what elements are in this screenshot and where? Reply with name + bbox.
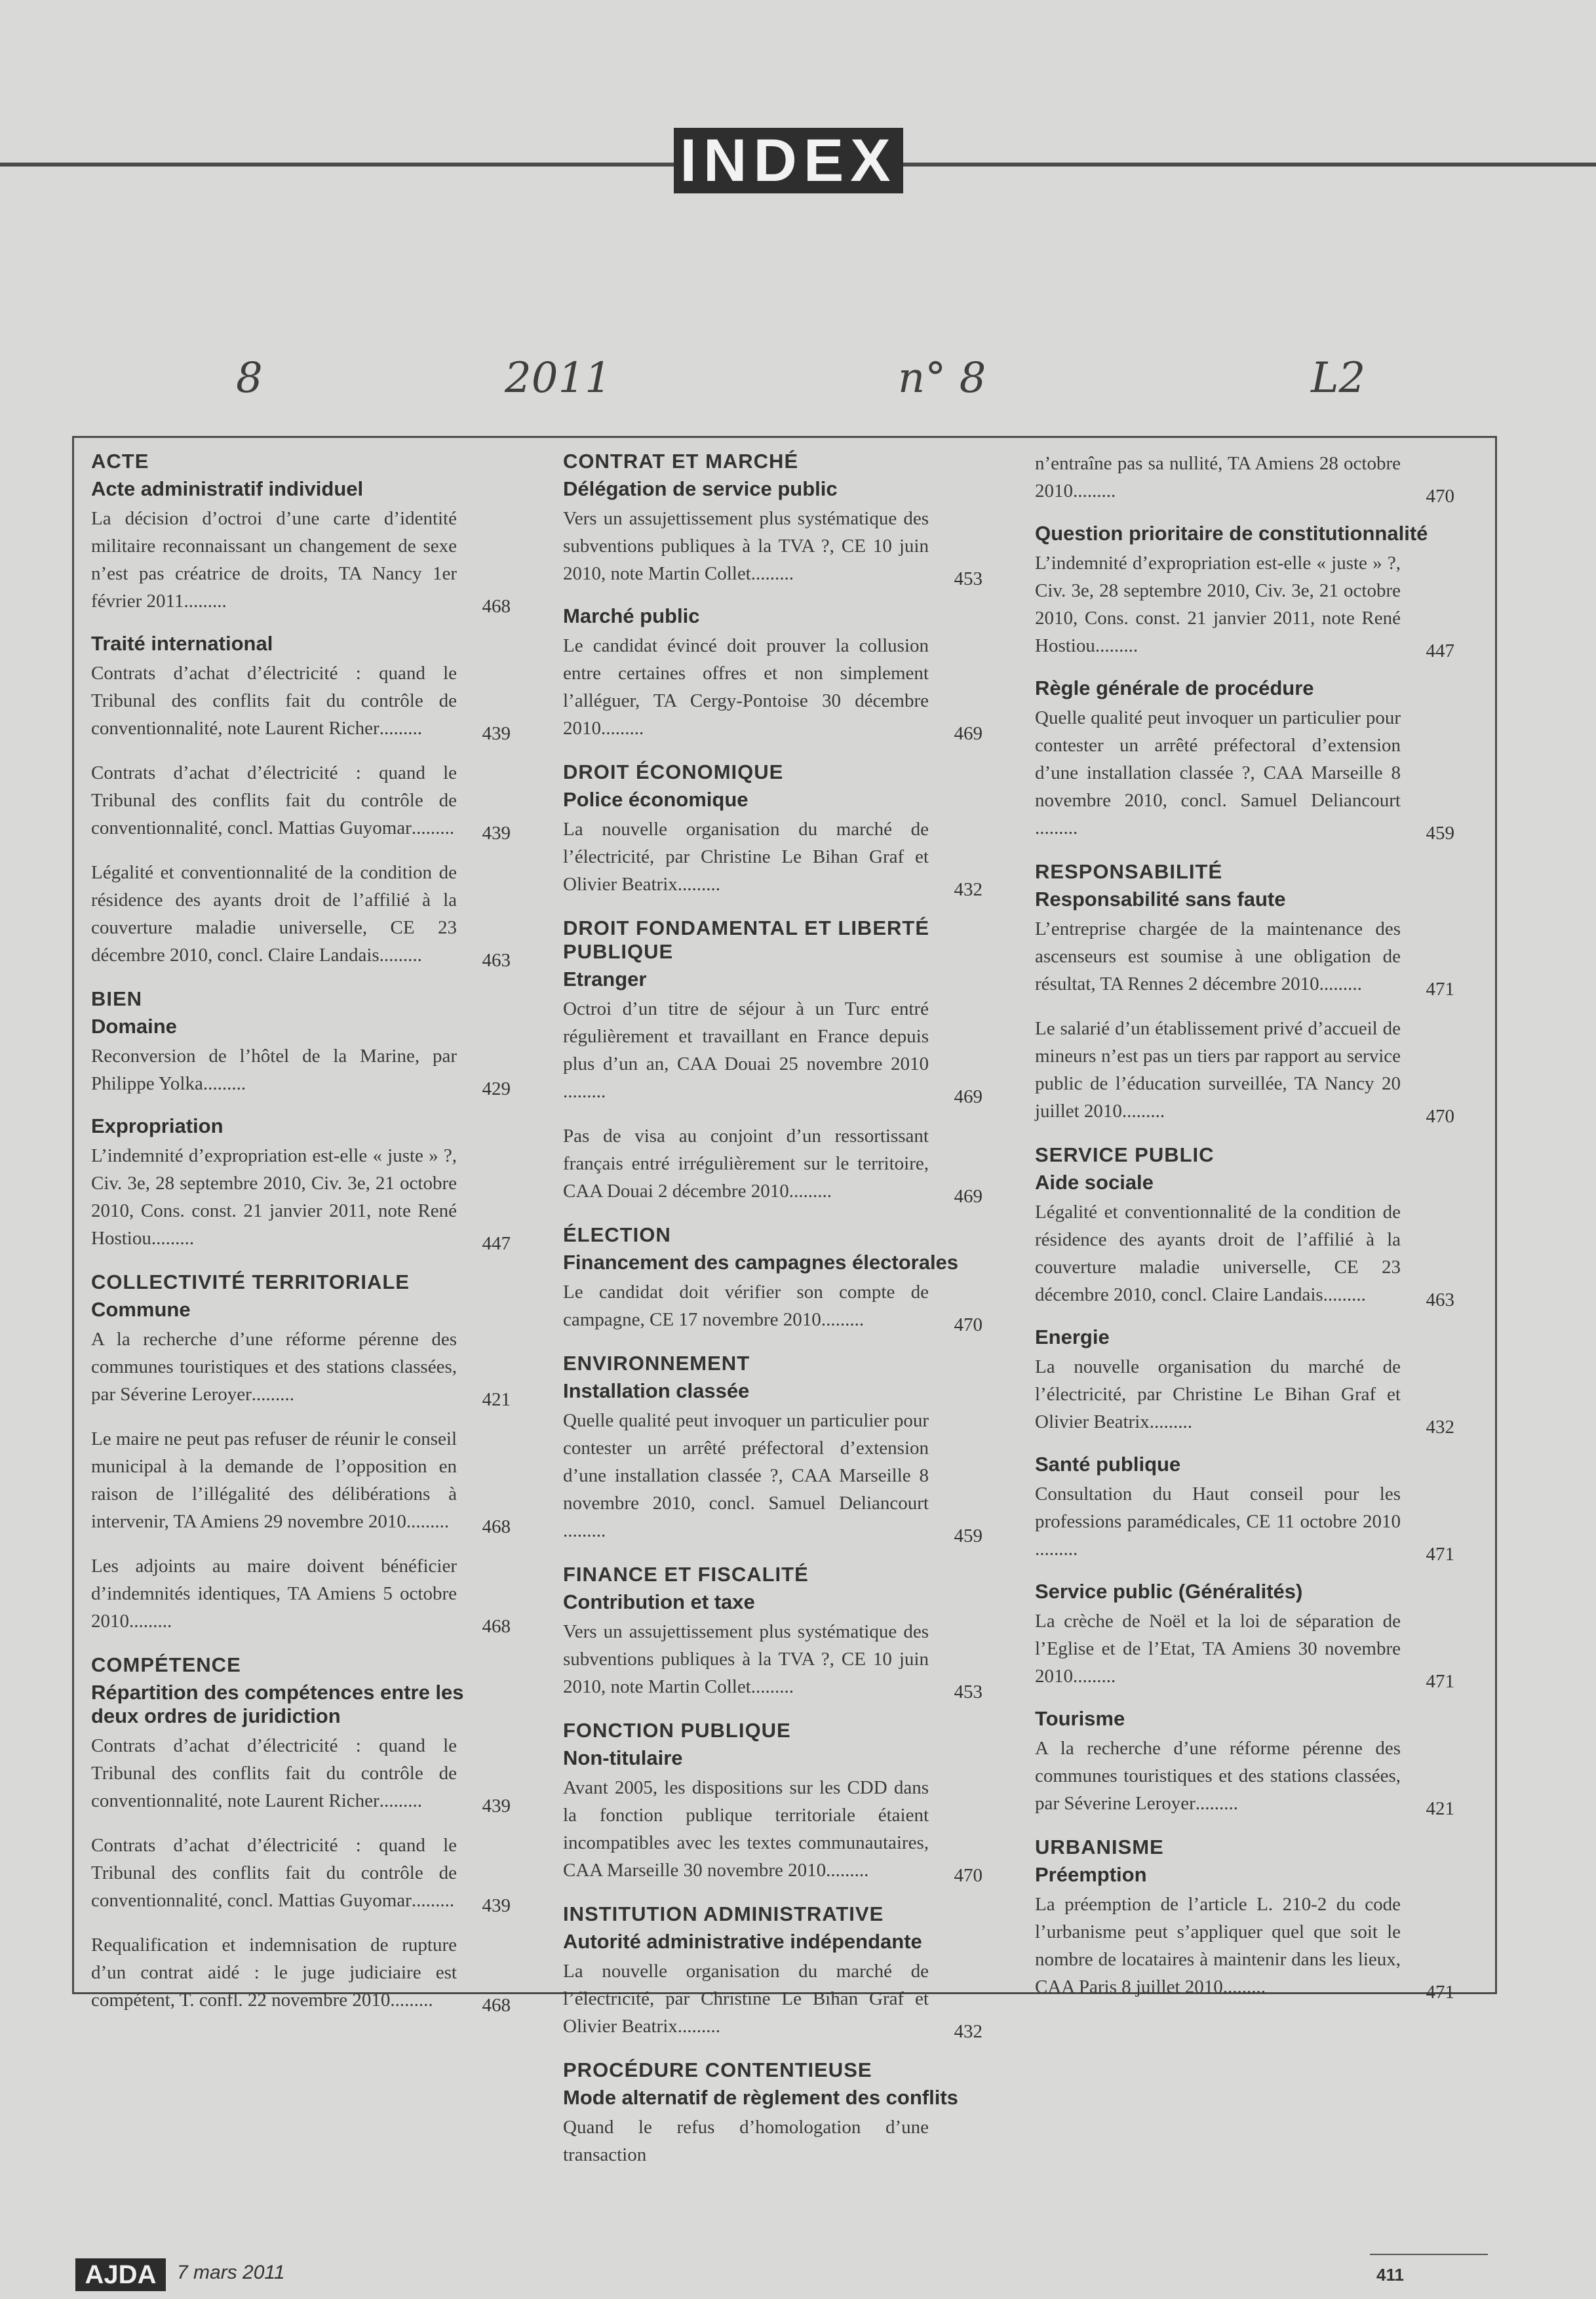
entry-page-number: 429 [482, 1078, 511, 1099]
index-entry [1035, 1480, 1454, 1563]
subsection-heading: Santé publique [1035, 1453, 1181, 1476]
section-heading: BIEN [91, 987, 143, 1010]
entry-page-number: 470 [954, 1865, 983, 1886]
index-entry [91, 1042, 511, 1097]
entry-page-number: 471 [1426, 1671, 1454, 1692]
entry-text: L’indemnité d’expropriation est-elle « juste » ?, Civ. 3e, 28 septembre 2010, Civ. 3e, 21 octobre 2010, Cons. const. 21 janvier 2011, note René Hostiou [91, 1145, 457, 1249]
index-entry [1035, 915, 1454, 998]
subsection-heading: Domaine [91, 1015, 177, 1038]
entry-text: A la recherche d’une réforme pérenne des communes touristiques et des stations classées, par Séverine Leroyer [91, 1329, 457, 1405]
leader-dots: ......... [184, 591, 227, 612]
leader-dots: ......... [406, 1511, 450, 1532]
entry-text: L’entreprise chargée de la maintenance des ascenseurs est soumise à une obligation de résultat, TA Rennes 2 décembre 2010 [1035, 918, 1401, 994]
section-heading: COMPÉTENCE [91, 1653, 241, 1676]
section-heading: COLLECTIVITÉ TERRITORIALE [91, 1270, 410, 1293]
entry-page-number: 470 [954, 1314, 983, 1335]
journal-logo: AJDA [75, 2258, 166, 2291]
subsection-heading: Installation classée [563, 1379, 750, 1402]
entry-text: La crèche de Noël et la loi de séparation de l’Eglise et de l’Etat, TA Amiens 30 novembre 2010 [1035, 1611, 1401, 1687]
subsection-heading: Contribution et taxe [563, 1590, 755, 1613]
subsection-heading: Acte administratif individuel [91, 477, 364, 500]
index-entry [1035, 1607, 1454, 1690]
index-entry [91, 1142, 511, 1252]
index-entry [91, 659, 511, 742]
index-entry [1035, 1891, 1454, 2001]
index-entry [563, 1618, 983, 1700]
leader-dots: ......... [1323, 1284, 1366, 1305]
section-heading: DROIT ÉCONOMIQUE [563, 760, 784, 783]
leader-dots: ......... [1035, 817, 1078, 838]
subsection-heading: Financement des campagnes électorales [563, 1251, 959, 1274]
handwritten-note: 8 [236, 354, 263, 403]
leader-dots: ......... [151, 1228, 195, 1249]
entry-page-number: 439 [482, 1796, 511, 1817]
index-entry [563, 505, 983, 587]
entry-text: Contrats d’achat d’électricité : quand le Tribunal des conflits fait du contrôle de conventionnalité, note Laurent Richer [91, 1735, 457, 1811]
entry-text: Contrats d’achat d’électricité : quand le Tribunal des conflits fait du contrôle de conventionnalité, note Laurent Richer [91, 663, 457, 739]
leader-dots: ......... [563, 1081, 606, 1102]
entry-page-number: 447 [482, 1233, 511, 1254]
entry-page-number: 470 [1426, 1106, 1454, 1127]
entry-text: Reconversion de l’hôtel de la Marine, par Philippe Yolka [91, 1046, 457, 1094]
entry-page-number: 471 [1426, 1544, 1454, 1565]
subsection-heading: Aide sociale [1035, 1171, 1154, 1194]
entry-text: Quand le refus d’homologation d’une transaction [563, 2117, 929, 2165]
entry-text: Contrats d’achat d’électricité : quand le Tribunal des conflits fait du contrôle de conventionnalité, concl. Mattias Guyomar [91, 762, 457, 838]
index-entry [91, 859, 511, 969]
entry-page-number: 468 [482, 1995, 511, 2016]
leader-dots: ......... [1073, 1666, 1116, 1687]
leader-dots: ......... [1149, 1411, 1193, 1432]
entry-page-number: 432 [954, 2021, 983, 2042]
section-heading: ÉLECTION [563, 1223, 671, 1246]
leader-dots: ......... [411, 817, 455, 838]
index-entry [563, 1278, 983, 1333]
subsection-heading: Expropriation [91, 1114, 224, 1137]
index-entry [1035, 704, 1454, 842]
entry-text: La décision d’octroi d’une carte d’identité militaire reconnaissant un changement de sexe n’est pas créatrice de droits, TA Nancy 1er février 2011 [91, 508, 457, 612]
entry-text: Requalification et indemnisation de rupture d’un contrat aidé : le juge judiciaire est compétent, T. confl. 22 novembre 2010 [91, 1935, 457, 2011]
entry-text: n’entraîne pas sa nullité, TA Amiens 28 octobre 2010 [1035, 453, 1401, 501]
leader-dots: ......... [1121, 1101, 1165, 1122]
index-box [72, 436, 1497, 2165]
subsection-heading: Mode alternatif de règlement des conflits [563, 2086, 958, 2109]
entry-page-number: 471 [1426, 979, 1454, 1000]
section-heading: SERVICE PUBLIC [1035, 1143, 1215, 1166]
entry-page-number: 447 [1426, 640, 1454, 661]
subsection-heading: Répartition des compétences entre les deux ordres de juridiction [91, 1681, 464, 1727]
leader-dots: ......... [251, 1384, 295, 1405]
entry-text: Vers un assujettissement plus systématique des subventions publiques à la TVA ?, CE 10 juin 2010, note Martin Collet [563, 508, 929, 584]
index-column-2 [563, 450, 983, 2186]
issue-date: 7 mars 2011 [177, 2262, 285, 2283]
leader-dots: ......... [750, 1676, 794, 1697]
entry-page-number: 421 [482, 1389, 511, 1410]
entry-text: A la recherche d’une réforme pérenne des communes touristiques et des stations classées, par Séverine Leroyer [1035, 1738, 1401, 1814]
handwritten-note: 2011 [505, 354, 612, 403]
subsection-heading: Service public (Généralités) [1035, 1580, 1303, 1603]
index-entry [563, 815, 983, 898]
index-entry [1035, 1353, 1454, 1436]
index-entry [91, 505, 511, 615]
page-number: 411 [1376, 2265, 1404, 2285]
leader-dots: ......... [1095, 635, 1139, 656]
subsection-heading: Police économique [563, 788, 749, 811]
leader-dots: ......... [1073, 481, 1116, 501]
entry-page-number: 459 [1426, 823, 1454, 844]
index-column-3 [1035, 450, 1454, 2018]
leader-dots: ......... [379, 945, 422, 966]
section-heading: FINANCE ET FISCALITÉ [563, 1563, 809, 1586]
entry-page-number: 453 [954, 568, 983, 589]
section-heading: CONTRAT ET MARCHÉ [563, 450, 799, 473]
entry-page-number: 439 [482, 1895, 511, 1916]
entry-text: Quelle qualité peut invoquer un particulier pour contester un arrêté préfectoral d’extension d’une installation classée ?, CAA Marseille 8 novembre 2010, concl. Samuel Deliancourt [563, 1410, 929, 1514]
entry-text: Légalité et conventionnalité de la condition de résidence des ayants droit de l’affilié à la couverture maladie universelle, CE 23 décembre 2010, concl. Claire Landais [1035, 1202, 1401, 1305]
index-entry [1035, 1015, 1454, 1125]
leader-dots: ......... [1319, 973, 1362, 994]
leader-dots: ......... [390, 1990, 433, 2011]
entry-text: Avant 2005, les dispositions sur les CDD dans la fonction publique territoriale étaient incompatibles avec les textes communautaires, CAA Marseille 30 novembre 2010 [563, 1777, 929, 1881]
leader-dots: ......... [411, 1890, 455, 1911]
entry-page-number: 471 [1426, 1982, 1454, 2003]
entry-text: La nouvelle organisation du marché de l’électricité, par Christine Le Bihan Graf et Olivier Beatrix [563, 1961, 929, 2037]
leader-dots: ......... [1222, 1976, 1266, 1997]
index-entry [563, 632, 983, 742]
index-entry [91, 1552, 511, 1635]
leader-dots: ......... [563, 1520, 606, 1541]
entry-page-number: 470 [1426, 486, 1454, 507]
entry-page-number: 468 [482, 1516, 511, 1537]
entry-page-number: 468 [482, 1616, 511, 1637]
index-entry [1035, 549, 1454, 659]
entry-text: La nouvelle organisation du marché de l’électricité, par Christine Le Bihan Graf et Olivier Beatrix [563, 819, 929, 895]
entry-text: Contrats d’achat d’électricité : quand le Tribunal des conflits fait du contrôle de conventionnalité, concl. Mattias Guyomar [91, 1835, 457, 1911]
entry-text: La nouvelle organisation du marché de l’électricité, par Christine Le Bihan Graf et Olivier Beatrix [1035, 1356, 1401, 1432]
leader-dots: ......... [788, 1181, 832, 1202]
section-heading: ACTE [91, 450, 149, 473]
leader-dots: ......... [1035, 1539, 1078, 1560]
index-entry [1035, 1198, 1454, 1308]
index-entry [91, 1732, 511, 1815]
leader-dots: ......... [1195, 1793, 1239, 1814]
entry-page-number: 439 [482, 723, 511, 744]
leader-dots: ......... [129, 1611, 172, 1632]
index-entry [91, 1832, 511, 1914]
subsection-heading: Préemption [1035, 1863, 1147, 1886]
entry-text: Le salarié d’un établissement privé d’accueil de mineurs n’est pas un tiers par rapport au service public de l’éducation surveillée, TA Nancy 20 juillet 2010 [1035, 1018, 1401, 1122]
leader-dots: ......... [203, 1073, 246, 1094]
leader-dots: ......... [826, 1860, 869, 1881]
entry-text: L’indemnité d’expropriation est-elle « juste » ?, Civ. 3e, 28 septembre 2010, Civ. 3e, 21 octobre 2010, Cons. const. 21 janvier 2011, note René Hostiou [1035, 553, 1401, 656]
index-title: INDEX [674, 128, 903, 193]
entry-page-number: 439 [482, 823, 511, 844]
entry-text: Le candidat doit vérifier son compte de campagne, CE 17 novembre 2010 [563, 1282, 929, 1330]
entry-page-number: 468 [482, 596, 511, 617]
entry-page-number: 463 [482, 950, 511, 971]
entry-page-number: 469 [954, 1186, 983, 1207]
index-entry [563, 995, 983, 1105]
index-entry [563, 1122, 983, 1205]
entry-text: Les adjoints au maire doivent bénéficier d’indemnités identiques, TA Amiens 5 octobre 2010 [91, 1556, 457, 1632]
leader-dots: ......... [677, 2016, 721, 2037]
leader-dots: ......... [601, 718, 644, 739]
entry-page-number: 469 [954, 723, 983, 744]
section-heading: RESPONSABILITÉ [1035, 860, 1223, 883]
footer-rule [1370, 2254, 1488, 2255]
handwritten-note: L2 [1311, 354, 1366, 403]
entry-page-number: 432 [1426, 1417, 1454, 1438]
index-entry [91, 1425, 511, 1535]
section-heading: FONCTION PUBLIQUE [563, 1719, 791, 1742]
subsection-heading: Etranger [563, 968, 647, 991]
index-entry [91, 1931, 511, 2014]
entry-page-number: 463 [1426, 1289, 1454, 1310]
index-entry [1035, 1735, 1454, 1817]
index-entry [563, 1774, 983, 1884]
entry-text: La préemption de l’article L. 210-2 du code l’urbanisme peut s’appliquer quel que soit le nombre de locataires à maintenir dans les lieux, CAA Paris 8 juillet 2010 [1035, 1894, 1401, 1997]
entry-page-number: 469 [954, 1086, 983, 1107]
entry-text: Le candidat évincé doit prouver la collusion entre certaines offres et non simplement l’alléguer, TA Cergy-Pontoise 30 décembre 2010 [563, 635, 929, 739]
entry-page-number: 432 [954, 879, 983, 900]
subsection-heading: Question prioritaire de constitutionnalité [1035, 522, 1428, 545]
index-entry [563, 2113, 983, 2169]
subsection-heading: Energie [1035, 1326, 1110, 1348]
section-heading: PROCÉDURE CONTENTIEUSE [563, 2058, 872, 2081]
section-heading: URBANISME [1035, 1836, 1164, 1858]
subsection-heading: Autorité administrative indépendante [563, 1930, 922, 1953]
leader-dots: ......... [379, 1790, 422, 1811]
entry-page-number: 421 [1426, 1798, 1454, 1819]
subsection-heading: Délégation de service public [563, 477, 838, 500]
entry-text: Pas de visa au conjoint d’un ressortissant français entré irrégulièrement sur le territoire, CAA Douai 2 décembre 2010 [563, 1126, 929, 1202]
subsection-heading: Règle générale de procédure [1035, 677, 1314, 699]
section-heading: ENVIRONNEMENT [563, 1352, 750, 1375]
subsection-heading: Traité international [91, 632, 273, 655]
handwritten-note: n° 8 [898, 354, 986, 403]
entry-page-number: 453 [954, 1681, 983, 1702]
leader-dots: ......... [750, 563, 794, 584]
index-column-1 [91, 450, 511, 2031]
index-entry [1035, 450, 1454, 505]
entry-text: Consultation du Haut conseil pour les professions paramédicales, CE 11 octobre 2010 [1035, 1484, 1401, 1532]
entry-page-number: 459 [954, 1525, 983, 1546]
subsection-heading: Marché public [563, 604, 700, 627]
index-entry [563, 1407, 983, 1544]
section-heading: INSTITUTION ADMINISTRATIVE [563, 1902, 884, 1925]
subsection-heading: Non-titulaire [563, 1746, 683, 1769]
entry-text: Le maire ne peut pas refuser de réunir le conseil municipal à la demande de l’opposition en raison de l’illégalité des délibérations à intervenir, TA Amiens 29 novembre 2010 [91, 1428, 457, 1532]
leader-dots: ......... [379, 718, 422, 739]
entry-text: Légalité et conventionnalité de la condition de résidence des ayants droit de l’affilié à la couverture maladie universelle, CE 23 décembre 2010, concl. Claire Landais [91, 862, 457, 966]
entry-text: Quelle qualité peut invoquer un particulier pour contester un arrêté préfectoral d’extension d’une installation classée ?, CAA Marseille 8 novembre 2010, concl. Samuel Deliancourt [1035, 707, 1401, 811]
subsection-heading: Tourisme [1035, 1707, 1125, 1730]
index-entry [91, 759, 511, 842]
index-entry [91, 1326, 511, 1408]
section-heading: DROIT FONDAMENTAL ET LIBERTÉ PUBLIQUE [563, 916, 929, 963]
entry-text: Vers un assujettissement plus systématique des subventions publiques à la TVA ?, CE 10 juin 2010, note Martin Collet [563, 1621, 929, 1697]
subsection-heading: Commune [91, 1298, 191, 1321]
leader-dots: ......... [677, 874, 721, 895]
entry-text: Octroi d’un titre de séjour à un Turc entré régulièrement et travaillant en France depuis plus d’un an, CAA Douai 25 novembre 2010 [563, 998, 929, 1074]
leader-dots: ......... [821, 1309, 865, 1330]
index-entry [563, 1957, 983, 2040]
subsection-heading: Responsabilité sans faute [1035, 888, 1286, 911]
